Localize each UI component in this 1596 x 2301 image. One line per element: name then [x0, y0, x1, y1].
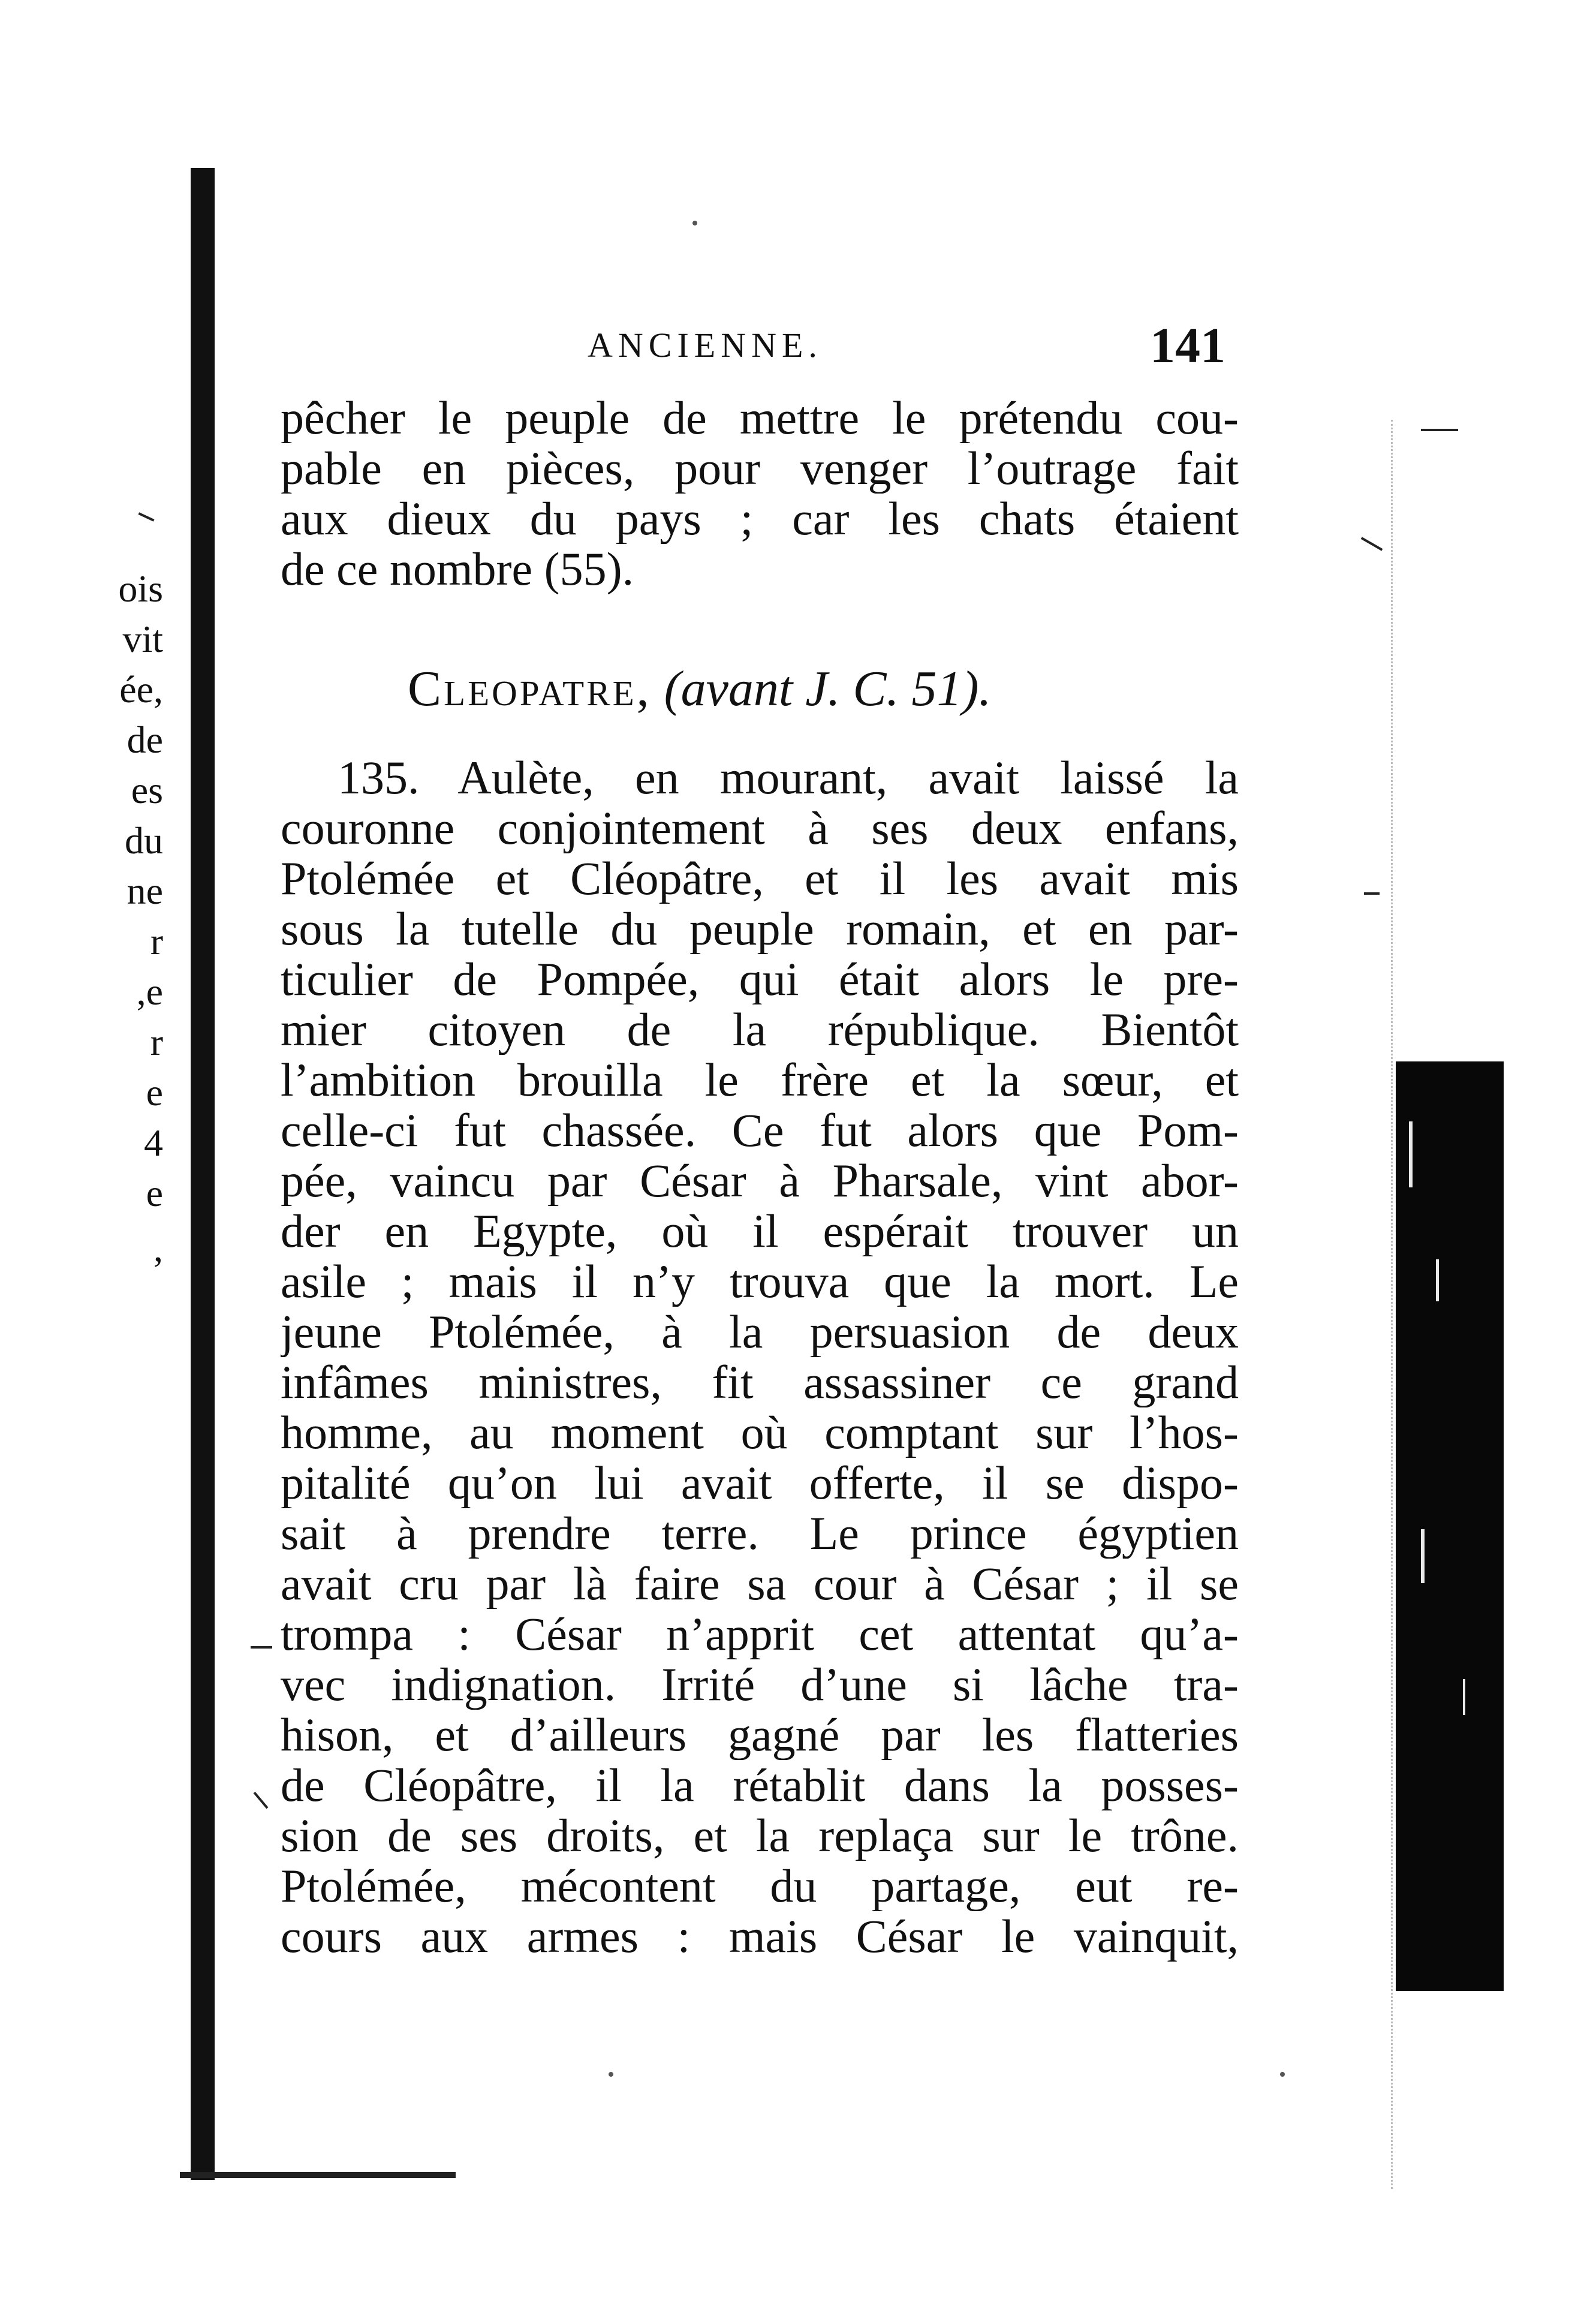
paper-speck [609, 2072, 613, 2077]
continued-paragraph [281, 393, 1239, 594]
margin-mark [251, 1646, 272, 1649]
page-edge [1391, 420, 1395, 2189]
paper-speck [1463, 1679, 1465, 1715]
text-line: pitalité qu’on lui avait offerte, il se dispo- [281, 1458, 1239, 1508]
text-line: ticulier de Pompée, qui était alors le pre- [281, 954, 1239, 1004]
margin-mark [1361, 537, 1383, 551]
text-line: sait à prendre terre. Le prince égyptien [281, 1508, 1239, 1559]
next-page-show-through [1396, 1061, 1504, 1991]
margin-mark [1421, 429, 1458, 431]
text-line: vec indignation. Irrité d’une si lâche tra- [281, 1659, 1239, 1710]
text-line: Ptolémée, mécontent du partage, eut re- [281, 1861, 1239, 1911]
text-line: pêcher le peuple de mettre le prétendu cou- [281, 393, 1239, 443]
fragment-text: ois [118, 570, 163, 608]
fragment-text: ée, [119, 670, 163, 709]
fragment-text: e [146, 1073, 163, 1112]
paper-speck [1421, 1529, 1425, 1583]
paper-speck [1409, 1121, 1413, 1187]
margin-mark [1364, 892, 1380, 895]
fragment-text: vit [122, 620, 163, 658]
text-line: der en Egypte, où il espérait trouver un [281, 1206, 1239, 1256]
text-line: trompa : César n’apprit cet attentat qu’a- [281, 1609, 1239, 1659]
text-line: de ce nombre (55). [281, 544, 634, 594]
text-line: l’ambition brouilla le frère et la sœur, et [281, 1055, 1239, 1105]
running-head: ANCIENNE. [588, 326, 823, 365]
text-line: celle-ci fut chassée. Ce fut alors que Pom- [281, 1105, 1239, 1156]
heading-date: (avant J. C. 51). [664, 661, 992, 717]
fragment-text: du [125, 822, 163, 860]
text-line: pée, vaincu par César à Pharsale, vint abor- [281, 1156, 1239, 1206]
text-line: cours aux armes : mais César le vainquit, [281, 1911, 1239, 1962]
text-line: pable en pièces, pour venger l’outrage fait [281, 443, 1239, 494]
text-line: asile ; mais il n’y trouva que la mort. Le [281, 1256, 1239, 1307]
text-line: homme, au moment où comptant sur l’hos- [281, 1407, 1239, 1458]
fragment-text: es [131, 771, 163, 810]
fragment-text: , [153, 1229, 163, 1268]
text-line: hison, et d’ailleurs gagné par les flatteries [281, 1710, 1239, 1760]
margin-mark [138, 512, 154, 521]
fragment-text: r [150, 922, 163, 961]
text-line: sion de ses droits, et la replaça sur le trône. [281, 1810, 1239, 1861]
fragment-text: ne [127, 872, 163, 910]
text-line: sous la tutelle du peuple romain, et en par- [281, 904, 1239, 954]
text-line: infâmes ministres, fit assassiner ce grand [281, 1357, 1239, 1407]
binding-edge [191, 168, 215, 2180]
text-line: Ptolémée et Cléopâtre, et il les avait mis [281, 853, 1239, 904]
fragment-text: de [127, 721, 163, 759]
text-line: mier citoyen de la république. Bientôt [281, 1004, 1239, 1055]
fragment-text: e [146, 1174, 163, 1213]
fragment-text: ,e [136, 973, 163, 1011]
fragment-text: 4 [144, 1124, 163, 1162]
text-line: avait cru par là faire sa cour à César ; il se [281, 1559, 1239, 1609]
heading-name: Cleopatre, [408, 661, 652, 717]
text-line: de Cléopâtre, il la rétablit dans la posses- [281, 1760, 1239, 1810]
text-line: couronne conjointement à ses deux enfans, [281, 803, 1239, 853]
section-heading [408, 660, 1127, 718]
paper-speck [692, 221, 697, 225]
text-line: jeune Ptolémée, à la persuasion de deux [281, 1307, 1239, 1357]
text-line: aux dieux du pays ; car les chats étaient [281, 494, 1239, 544]
page-number: 141 [1150, 318, 1225, 374]
bottom-edge-mark [180, 2172, 456, 2178]
fragment-text: r [150, 1023, 163, 1061]
text-line: 135. Aulète, en mourant, avait laissé la [338, 753, 1239, 803]
paper-speck [1436, 1259, 1439, 1301]
margin-mark [254, 1792, 269, 1809]
paragraph-135 [281, 753, 1239, 1962]
paper-speck [1280, 2072, 1285, 2077]
